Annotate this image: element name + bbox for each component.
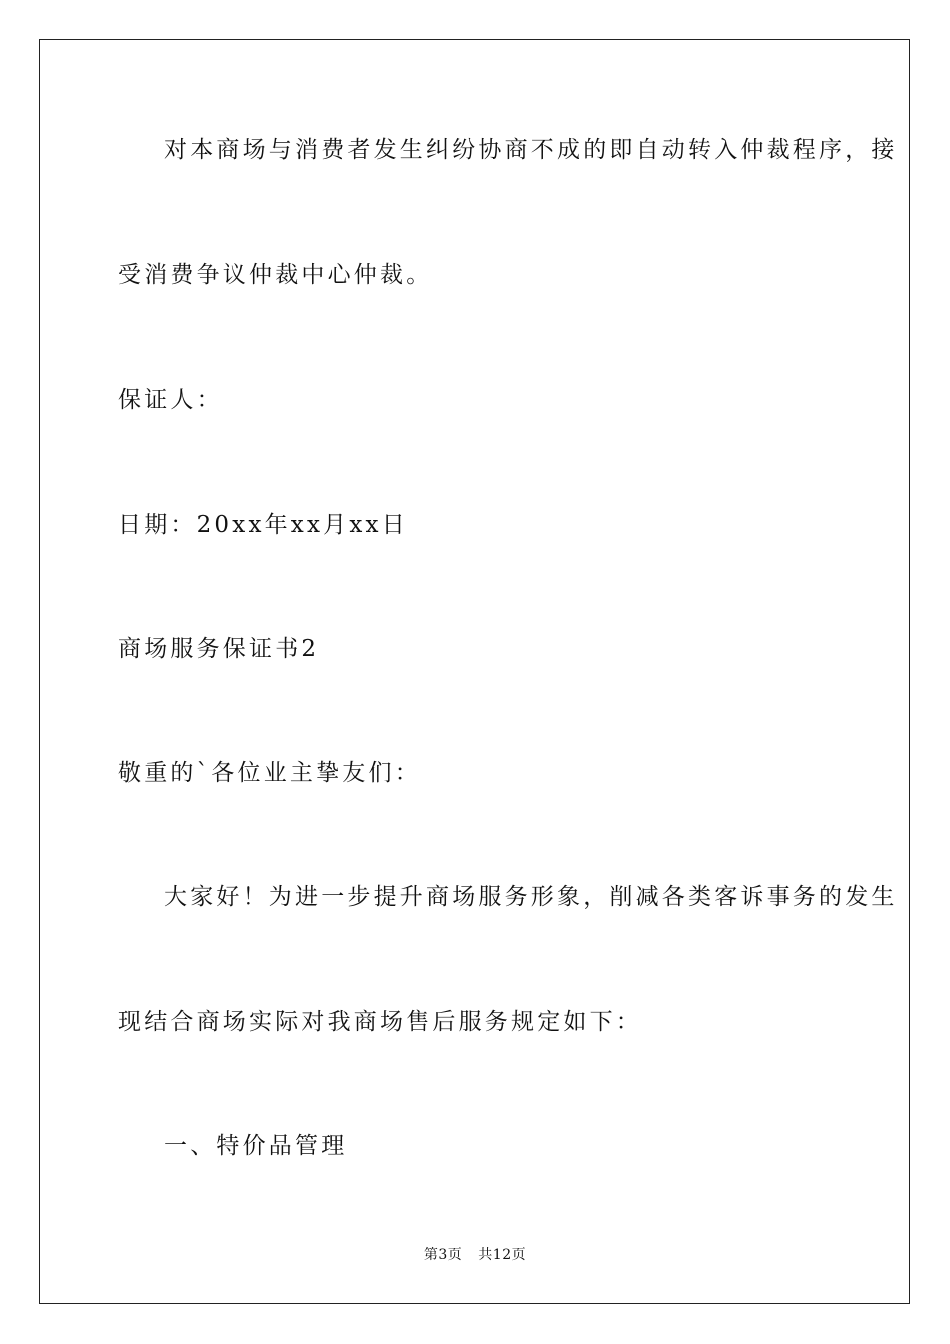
paragraph-line-3: 大家好！为进一步提升商场服务形象，削减各类客诉事务的发生 bbox=[164, 884, 898, 910]
section-title: 商场服务保证书2 bbox=[118, 636, 320, 662]
salutation: 敬重的`各位业主挚友们： bbox=[118, 760, 421, 786]
guarantor-label: 保证人： bbox=[118, 387, 223, 413]
list-heading: 一、特价品管理 bbox=[164, 1133, 348, 1159]
page-footer bbox=[0, 1248, 950, 1262]
paragraph-line-1: 对本商场与消费者发生纠纷协商不成的即自动转入仲裁程序，接 bbox=[164, 137, 898, 163]
page-number-current: 第3页 bbox=[423, 1247, 463, 1263]
page-border bbox=[39, 39, 910, 1304]
paragraph-line-4: 现结合商场实际对我商场售后服务规定如下： bbox=[118, 1009, 642, 1035]
paragraph-line-2: 受消费争议仲裁中心仲裁。 bbox=[118, 262, 433, 288]
page-number-total: 共12页 bbox=[478, 1247, 527, 1263]
date-line: 日期：20xx年xx月xx日 bbox=[118, 512, 408, 538]
